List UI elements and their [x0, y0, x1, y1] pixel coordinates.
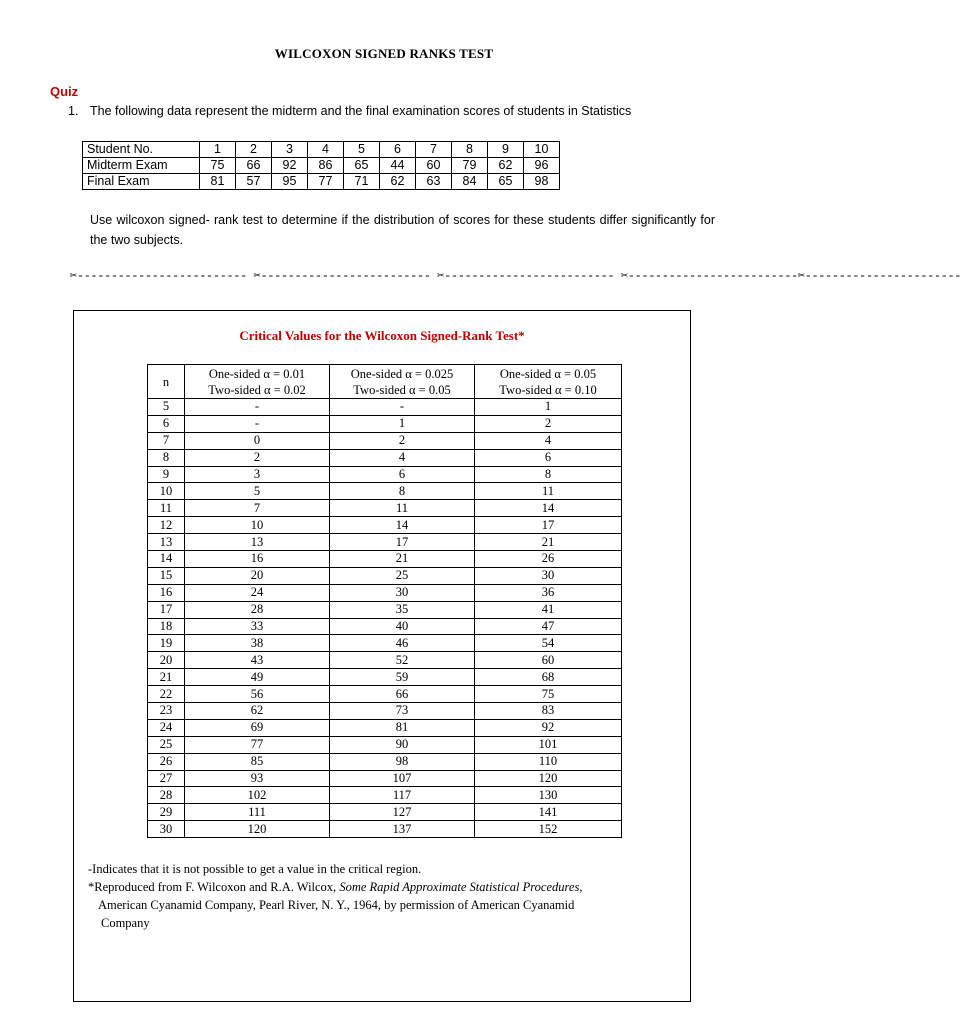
- critical-alpha-005-cell: 47: [475, 618, 622, 635]
- critical-alpha-0025-cell: 4: [330, 449, 475, 466]
- scores-cell: 71: [344, 174, 380, 190]
- scores-cell: 9: [488, 142, 524, 158]
- critical-n-cell: 30: [148, 821, 185, 838]
- critical-alpha-001-cell: 111: [185, 804, 330, 821]
- critical-alpha-0025-cell: 35: [330, 601, 475, 618]
- critical-alpha-001-cell: -: [185, 399, 330, 416]
- critical-alpha-005-cell: 30: [475, 567, 622, 584]
- critical-n-cell: 29: [148, 804, 185, 821]
- critical-alpha-0025-cell: 25: [330, 567, 475, 584]
- scores-cell: 95: [272, 174, 308, 190]
- critical-n-cell: 5: [148, 399, 185, 416]
- critical-row: [148, 686, 622, 703]
- critical-n-cell: 17: [148, 601, 185, 618]
- footnote-source: [88, 878, 683, 896]
- critical-alpha-005-cell: 54: [475, 635, 622, 652]
- critical-alpha-001-cell: 24: [185, 584, 330, 601]
- scores-cell: 98: [524, 174, 560, 190]
- critical-alpha-001-cell: 13: [185, 534, 330, 551]
- scores-cell: 62: [380, 174, 416, 190]
- footnote-source-comma: ,: [579, 880, 583, 894]
- scores-cell: 7: [416, 142, 452, 158]
- question-text: The following data represent the midterm and the final examination scores of students in Statistics: [90, 104, 632, 118]
- critical-alpha-0025-cell: 1: [330, 415, 475, 432]
- critical-row: [148, 618, 622, 635]
- critical-alpha-005-cell: 92: [475, 719, 622, 736]
- critical-alpha-0025-cell: -: [330, 399, 475, 416]
- critical-values-title: Critical Values for the Wilcoxon Signed-Rank Test*: [239, 328, 525, 343]
- critical-alpha-005-cell: 26: [475, 551, 622, 568]
- scores-row-label: Final Exam: [83, 174, 200, 190]
- critical-row: [148, 415, 622, 432]
- critical-alpha-001-cell: 93: [185, 770, 330, 787]
- footnote-dash: -Indicates that it is not possible to get a value in the critical region.: [88, 862, 422, 876]
- critical-alpha-0025-cell: 30: [330, 584, 475, 601]
- critical-alpha-0025-cell: 137: [330, 821, 475, 838]
- critical-alpha-005-cell: 120: [475, 770, 622, 787]
- scores-cell: 60: [416, 158, 452, 174]
- critical-alpha-005-cell: 60: [475, 652, 622, 669]
- critical-row: [148, 551, 622, 568]
- header-col3-line2: Two-sided α = 0.10: [499, 382, 597, 397]
- header-alpha-001: [185, 365, 330, 399]
- critical-alpha-001-cell: 102: [185, 787, 330, 804]
- critical-alpha-001-cell: 120: [185, 821, 330, 838]
- scores-row: [83, 158, 560, 174]
- scores-cell: 65: [488, 174, 524, 190]
- critical-n-cell: 13: [148, 534, 185, 551]
- critical-alpha-0025-cell: 46: [330, 635, 475, 652]
- critical-alpha-0025-cell: 117: [330, 787, 475, 804]
- critical-row: [148, 483, 622, 500]
- critical-n-cell: 14: [148, 551, 185, 568]
- critical-alpha-001-cell: 49: [185, 669, 330, 686]
- critical-alpha-001-cell: 7: [185, 500, 330, 517]
- critical-n-cell: 8: [148, 449, 185, 466]
- header-n: n: [148, 365, 185, 399]
- critical-alpha-001-cell: 33: [185, 618, 330, 635]
- footnotes: [88, 860, 683, 932]
- critical-row: [148, 500, 622, 517]
- critical-n-cell: 21: [148, 669, 185, 686]
- critical-alpha-0025-cell: 81: [330, 719, 475, 736]
- critical-row: [148, 517, 622, 534]
- scores-cell: 63: [416, 174, 452, 190]
- critical-alpha-001-cell: 0: [185, 432, 330, 449]
- critical-alpha-001-cell: 43: [185, 652, 330, 669]
- critical-row: [148, 821, 622, 838]
- header-col3-line1: One-sided α = 0.05: [499, 366, 597, 381]
- header-alpha-0025: [330, 365, 475, 399]
- critical-row: [148, 736, 622, 753]
- critical-alpha-001-cell: 85: [185, 753, 330, 770]
- footnote-company: Company: [101, 916, 150, 930]
- critical-row: [148, 753, 622, 770]
- critical-n-cell: 10: [148, 483, 185, 500]
- critical-row: [148, 652, 622, 669]
- scores-cell: 62: [488, 158, 524, 174]
- critical-n-cell: 25: [148, 736, 185, 753]
- header-col1-line1: One-sided α = 0.01: [208, 366, 306, 381]
- critical-row: [148, 449, 622, 466]
- scores-cell: 66: [236, 158, 272, 174]
- critical-row: [148, 703, 622, 720]
- scores-cell: 81: [200, 174, 236, 190]
- critical-n-cell: 28: [148, 787, 185, 804]
- critical-n-cell: 12: [148, 517, 185, 534]
- footnote-publisher: American Cyanamid Company, Pearl River, N. Y., 1964, by permission of American Cyanamid: [98, 898, 575, 912]
- critical-alpha-005-cell: 2: [475, 415, 622, 432]
- critical-n-cell: 22: [148, 686, 185, 703]
- critical-row: [148, 601, 622, 618]
- critical-row: [148, 432, 622, 449]
- critical-alpha-0025-cell: 6: [330, 466, 475, 483]
- critical-alpha-001-cell: 2: [185, 449, 330, 466]
- scores-cell: 3: [272, 142, 308, 158]
- header-alpha-005: [475, 365, 622, 399]
- critical-alpha-005-cell: 4: [475, 432, 622, 449]
- critical-row: [148, 399, 622, 416]
- critical-alpha-005-cell: 6: [475, 449, 622, 466]
- scores-cell: 8: [452, 142, 488, 158]
- scores-cell: 5: [344, 142, 380, 158]
- critical-alpha-005-cell: 68: [475, 669, 622, 686]
- quiz-label: Quiz: [50, 84, 79, 99]
- page-title: WILCOXON SIGNED RANKS TEST: [274, 46, 494, 61]
- header-col1-line2: Two-sided α = 0.02: [208, 382, 306, 397]
- critical-n-cell: 27: [148, 770, 185, 787]
- critical-alpha-005-cell: 14: [475, 500, 622, 517]
- critical-alpha-001-cell: -: [185, 415, 330, 432]
- cut-line: ✂------------------------- ✂------------------------- ✂------------------------- ✂-------------------------✂-----------------------: [70, 269, 961, 283]
- footnote-source-title: Some Rapid Approximate Statistical Procedures: [339, 880, 580, 894]
- critical-row: [148, 466, 622, 483]
- critical-alpha-0025-cell: 8: [330, 483, 475, 500]
- critical-alpha-001-cell: 38: [185, 635, 330, 652]
- critical-alpha-001-cell: 5: [185, 483, 330, 500]
- instruction-text: Use wilcoxon signed- rank test to determine if the distribution of scores for these students differ significantly for the two subjects.: [90, 213, 715, 247]
- critical-row: [148, 669, 622, 686]
- scores-row: [83, 174, 560, 190]
- critical-alpha-005-cell: 1: [475, 399, 622, 416]
- critical-alpha-0025-cell: 90: [330, 736, 475, 753]
- critical-alpha-001-cell: 3: [185, 466, 330, 483]
- critical-alpha-001-cell: 69: [185, 719, 330, 736]
- critical-row: [148, 804, 622, 821]
- critical-header-row: [148, 365, 622, 399]
- scores-cell: 2: [236, 142, 272, 158]
- scores-cell: 92: [272, 158, 308, 174]
- critical-n-cell: 20: [148, 652, 185, 669]
- critical-alpha-0025-cell: 66: [330, 686, 475, 703]
- critical-alpha-0025-cell: 52: [330, 652, 475, 669]
- critical-alpha-0025-cell: 11: [330, 500, 475, 517]
- critical-alpha-001-cell: 77: [185, 736, 330, 753]
- scores-cell: 65: [344, 158, 380, 174]
- critical-alpha-005-cell: 36: [475, 584, 622, 601]
- critical-alpha-0025-cell: 59: [330, 669, 475, 686]
- scores-cell: 77: [308, 174, 344, 190]
- critical-row: [148, 534, 622, 551]
- critical-row: [148, 719, 622, 736]
- scores-cell: 6: [380, 142, 416, 158]
- scores-cell: 1: [200, 142, 236, 158]
- critical-alpha-001-cell: 20: [185, 567, 330, 584]
- footnote-source-text: *Reproduced from F. Wilcoxon and R.A. Wilcox,: [88, 880, 340, 894]
- scores-row-label: Midterm Exam: [83, 158, 200, 174]
- critical-alpha-0025-cell: 73: [330, 703, 475, 720]
- critical-n-cell: 24: [148, 719, 185, 736]
- critical-alpha-001-cell: 56: [185, 686, 330, 703]
- critical-row: [148, 584, 622, 601]
- critical-alpha-005-cell: 17: [475, 517, 622, 534]
- critical-n-cell: 16: [148, 584, 185, 601]
- critical-alpha-0025-cell: 14: [330, 517, 475, 534]
- critical-n-cell: 11: [148, 500, 185, 517]
- header-col2-line2: Two-sided α = 0.05: [353, 382, 451, 397]
- critical-row: [148, 787, 622, 804]
- scores-cell: 44: [380, 158, 416, 174]
- critical-alpha-005-cell: 141: [475, 804, 622, 821]
- scores-cell: 10: [524, 142, 560, 158]
- critical-row: [148, 635, 622, 652]
- critical-alpha-005-cell: 83: [475, 703, 622, 720]
- scores-cell: 79: [452, 158, 488, 174]
- critical-n-cell: 9: [148, 466, 185, 483]
- critical-n-cell: 18: [148, 618, 185, 635]
- scores-cell: 4: [308, 142, 344, 158]
- critical-alpha-0025-cell: 21: [330, 551, 475, 568]
- critical-n-cell: 26: [148, 753, 185, 770]
- scores-cell: 96: [524, 158, 560, 174]
- critical-values-table: [147, 364, 622, 838]
- critical-alpha-001-cell: 62: [185, 703, 330, 720]
- scores-cell: 86: [308, 158, 344, 174]
- critical-alpha-005-cell: 21: [475, 534, 622, 551]
- critical-alpha-001-cell: 10: [185, 517, 330, 534]
- scores-row: [83, 142, 560, 158]
- scores-cell: 84: [452, 174, 488, 190]
- critical-values-box: [73, 310, 691, 1002]
- critical-alpha-005-cell: 101: [475, 736, 622, 753]
- scores-row-label: Student No.: [83, 142, 200, 158]
- critical-alpha-0025-cell: 2: [330, 432, 475, 449]
- critical-row: [148, 770, 622, 787]
- critical-alpha-0025-cell: 17: [330, 534, 475, 551]
- header-col2-line1: One-sided α = 0.025: [350, 366, 454, 381]
- critical-alpha-0025-cell: 107: [330, 770, 475, 787]
- critical-alpha-005-cell: 152: [475, 821, 622, 838]
- critical-alpha-005-cell: 41: [475, 601, 622, 618]
- critical-alpha-001-cell: 16: [185, 551, 330, 568]
- critical-alpha-0025-cell: 127: [330, 804, 475, 821]
- question-number: 1.: [68, 104, 79, 118]
- scores-table: [82, 141, 560, 190]
- critical-row: [148, 567, 622, 584]
- critical-n-cell: 6: [148, 415, 185, 432]
- critical-n-cell: 7: [148, 432, 185, 449]
- critical-n-cell: 23: [148, 703, 185, 720]
- critical-alpha-005-cell: 130: [475, 787, 622, 804]
- critical-alpha-0025-cell: 40: [330, 618, 475, 635]
- scores-cell: 57: [236, 174, 272, 190]
- critical-n-cell: 19: [148, 635, 185, 652]
- critical-alpha-005-cell: 11: [475, 483, 622, 500]
- critical-alpha-005-cell: 110: [475, 753, 622, 770]
- scores-cell: 75: [200, 158, 236, 174]
- critical-alpha-0025-cell: 98: [330, 753, 475, 770]
- critical-alpha-005-cell: 8: [475, 466, 622, 483]
- critical-alpha-001-cell: 28: [185, 601, 330, 618]
- critical-alpha-005-cell: 75: [475, 686, 622, 703]
- critical-n-cell: 15: [148, 567, 185, 584]
